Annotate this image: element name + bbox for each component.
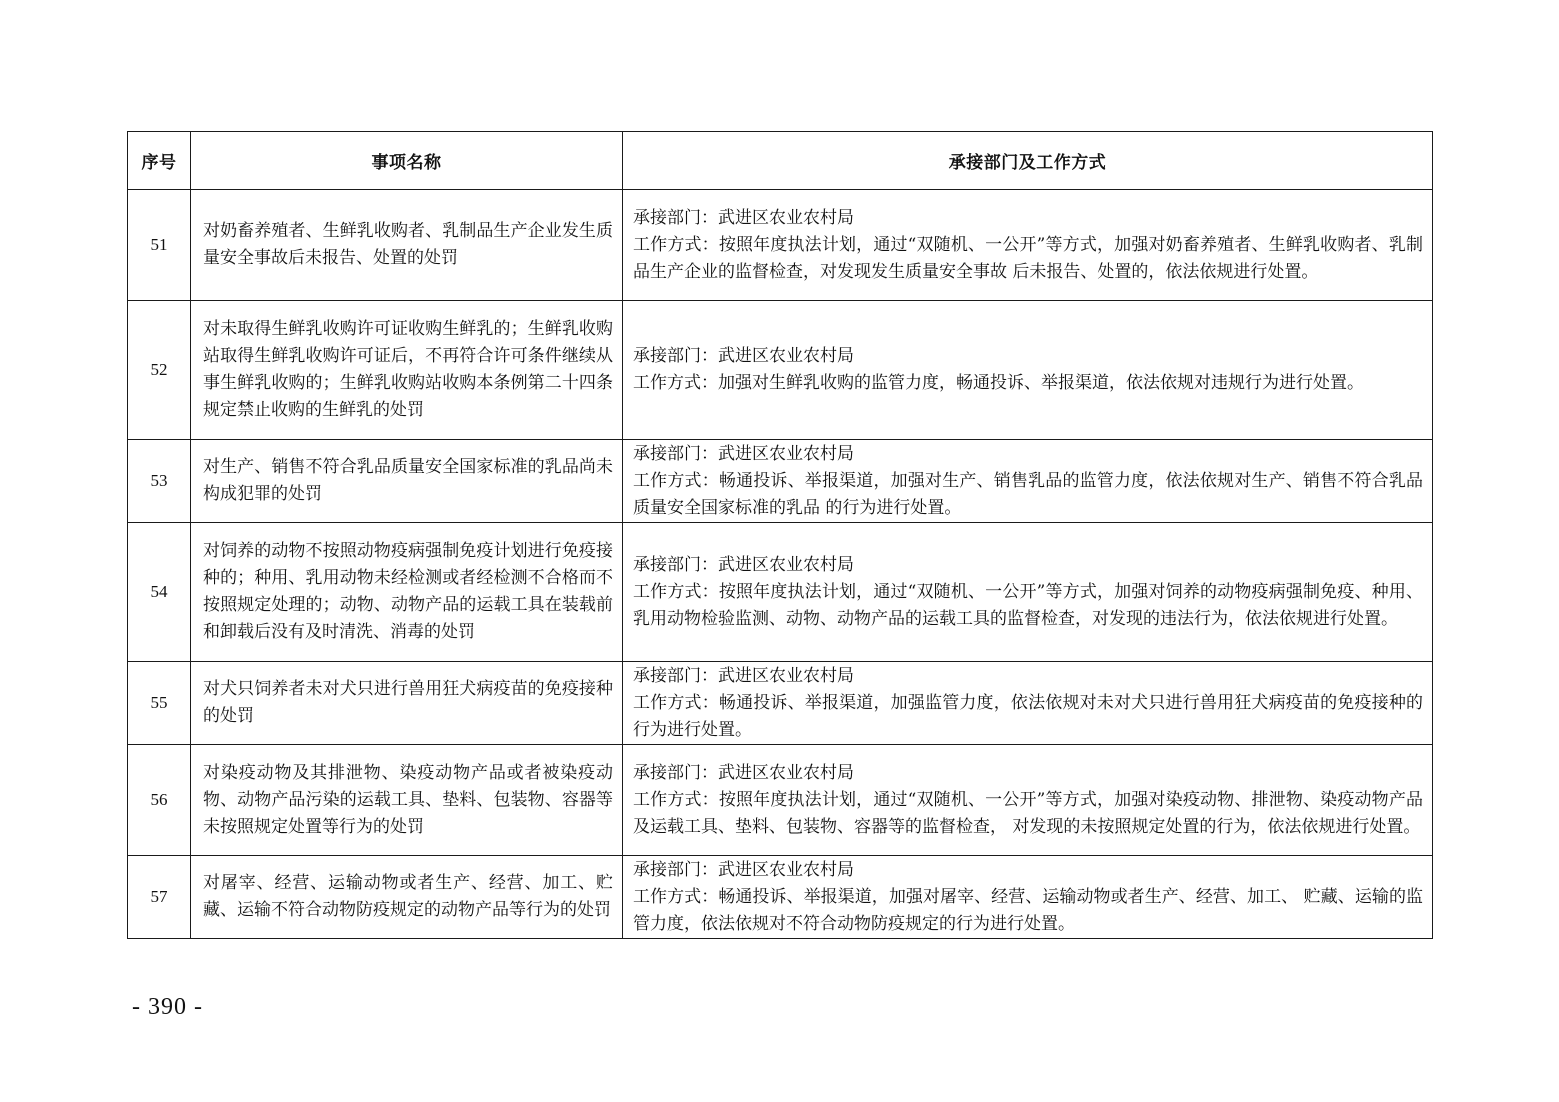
row-serial-number: 54 bbox=[128, 523, 191, 662]
table-row bbox=[128, 856, 1433, 939]
row-department-method bbox=[623, 745, 1433, 856]
table-row bbox=[128, 301, 1433, 440]
row-serial-number: 52 bbox=[128, 301, 191, 440]
table-row bbox=[128, 440, 1433, 523]
table-row bbox=[128, 745, 1433, 856]
work-method-text: 工作方式：畅通投诉、举报渠道，加强对生产、销售乳品的监管力度，依法依规对生产、销售不符合乳品质量安全国家标准的乳品 的行为进行处置。 bbox=[633, 470, 1423, 518]
items-table bbox=[127, 131, 1433, 939]
work-method-text: 工作方式：畅通投诉、举报渠道，加强对屠宰、经营、运输动物或者生产、经营、加工、 贮藏、运输的监管力度，依法依规对不符合动物防疫规定的行为进行处置。 bbox=[633, 886, 1423, 934]
row-item-name: 对饲养的动物不按照动物疫病强制免疫计划进行免疫接种的；种用、乳用动物未经检测或者经检测不合格而不按照规定处理的；动物、动物产品的运载工具在装载前和卸载后没有及时清洗、消毒的处罚 bbox=[191, 523, 623, 662]
row-serial-number: 51 bbox=[128, 190, 191, 301]
header-department-method: 承接部门及工作方式 bbox=[623, 132, 1433, 190]
department-text: 承接部门：武进区农业农村局 bbox=[633, 207, 854, 228]
department-text: 承接部门：武进区农业农村局 bbox=[633, 554, 854, 575]
work-method-text: 工作方式：按照年度执法计划，通过“双随机、一公开”等方式，加强对染疫动物、排泄物、染疫动物产品及运载工具、垫料、包装物、容器等的监督检查， 对发现的未按照规定处置的行为，依法依规进行处置。 bbox=[633, 789, 1423, 837]
page-number: - 390 - bbox=[132, 994, 203, 1020]
header-item-name: 事项名称 bbox=[191, 132, 623, 190]
row-serial-number: 53 bbox=[128, 440, 191, 523]
row-item-name: 对染疫动物及其排泄物、染疫动物产品或者被染疫动物、动物产品污染的运载工具、垫料、包装物、容器等未按照规定处置等行为的处罚 bbox=[191, 745, 623, 856]
row-serial-number: 56 bbox=[128, 745, 191, 856]
table-row bbox=[128, 662, 1433, 745]
row-department-method bbox=[623, 523, 1433, 662]
row-department-method bbox=[623, 440, 1433, 523]
table-row bbox=[128, 190, 1433, 301]
row-department-method bbox=[623, 301, 1433, 440]
department-text: 承接部门：武进区农业农村局 bbox=[633, 443, 854, 464]
department-text: 承接部门：武进区农业农村局 bbox=[633, 346, 854, 366]
department-text: 承接部门：武进区农业农村局 bbox=[633, 859, 854, 880]
table-row bbox=[128, 523, 1433, 662]
work-method-text: 工作方式：畅通投诉、举报渠道，加强监管力度，依法依规对未对犬只进行兽用狂犬病疫苗的免疫接种的行为进行处置。 bbox=[633, 692, 1423, 740]
row-department-method bbox=[623, 856, 1433, 939]
row-serial-number: 57 bbox=[128, 856, 191, 939]
table-header-row bbox=[128, 132, 1433, 190]
row-item-name: 对生产、销售不符合乳品质量安全国家标准的乳品尚未构成犯罪的处罚 bbox=[191, 440, 623, 523]
header-serial-number: 序号 bbox=[128, 132, 191, 190]
work-method-text: 工作方式：按照年度执法计划，通过“双随机、一公开”等方式，加强对饲养的动物疫病强制免疫、种用、乳用动物检验监测、动物、动物产品的运载工具的监督检查，对发现的违法行为，依法依规进行处置。 bbox=[633, 581, 1423, 629]
row-item-name: 对未取得生鲜乳收购许可证收购生鲜乳的；生鲜乳收购站取得生鲜乳收购许可证后，不再符合许可条件继续从事生鲜乳收购的；生鲜乳收购站收购本条例第二十四条规定禁止收购的生鲜乳的处罚 bbox=[191, 301, 623, 440]
work-method-text: 工作方式：按照年度执法计划，通过“双随机、一公开”等方式，加强对奶畜养殖者、生鲜乳收购者、乳制品生产企业的监督检查，对发现发生质量安全事故 后未报告、处置的，依法依规进行处置。 bbox=[633, 234, 1423, 282]
row-serial-number: 55 bbox=[128, 662, 191, 745]
work-method-text: 工作方式：加强对生鲜乳收购的监管力度，畅通投诉、举报渠道，依法依规对违规行为进行处置。 bbox=[633, 373, 1364, 393]
department-text: 承接部门：武进区农业农村局 bbox=[633, 762, 854, 783]
row-department-method bbox=[623, 662, 1433, 745]
row-item-name: 对奶畜养殖者、生鲜乳收购者、乳制品生产企业发生质量安全事故后未报告、处置的处罚 bbox=[191, 190, 623, 301]
department-text: 承接部门：武进区农业农村局 bbox=[633, 665, 854, 686]
row-department-method bbox=[623, 190, 1433, 301]
row-item-name: 对犬只饲养者未对犬只进行兽用狂犬病疫苗的免疫接种的处罚 bbox=[191, 662, 623, 745]
row-item-name: 对屠宰、经营、运输动物或者生产、经营、加工、贮藏、运输不符合动物防疫规定的动物产品等行为的处罚 bbox=[191, 856, 623, 939]
